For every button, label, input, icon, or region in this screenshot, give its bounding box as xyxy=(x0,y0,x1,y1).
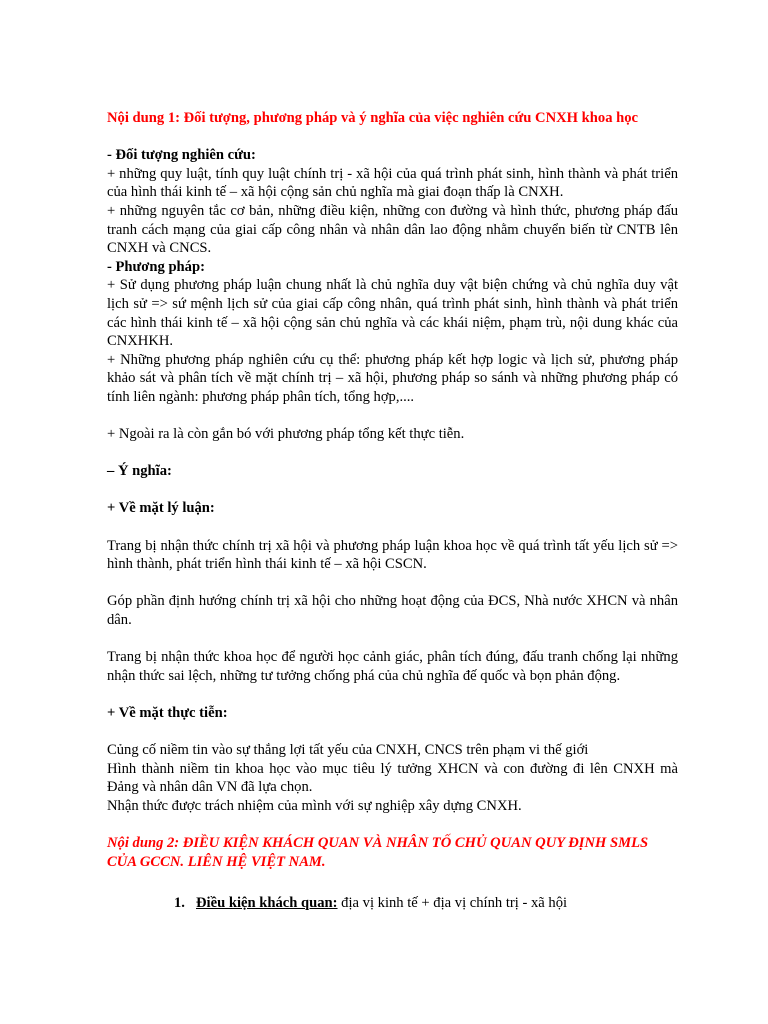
numbered-list-item-1 xyxy=(107,894,678,913)
theory-paragraph-2: Góp phần định hướng chính trị xã hội cho những hoạt động của ĐCS, Nhà nước XHCN và nhân dân. xyxy=(107,593,678,629)
practice-heading: + Về mặt thực tiễn: xyxy=(107,705,228,721)
section-heading-1: Nội dung 1: Đối tượng, phương pháp và ý nghĩa của việc nghiên cứu CNXH khoa học xyxy=(107,110,639,126)
method-paragraph-3: + Ngoài ra là còn gắn bó với phương pháp tổng kết thực tiễn. xyxy=(107,426,465,443)
practice-line-1: Củng cố niềm tin vào sự thắng lợi tất yếu của CNXH, CNCS trên phạm vi thế giới xyxy=(107,742,589,759)
method-paragraph-2: + Những phương pháp nghiên cứu cụ thể: phương pháp kết hợp logic và lịch sử, phương pháp khảo sát và phân tích về mặt chính trị – xã hội, phương pháp so sánh và những phương pháp có tính liên ngành: phương pháp phân tích, tổng hợp,.... xyxy=(107,351,678,405)
list-item-label: Điều kiện khách quan: xyxy=(196,894,338,911)
method-heading: - Phương pháp: xyxy=(107,258,205,275)
list-number: 1. xyxy=(174,894,185,911)
theory-paragraph-1: Trang bị nhận thức chính trị xã hội và phương pháp luận khoa học về quá trình tất yếu lịch sử => hình thành, phát triển hình thái kinh tế – xã hội CSCN. xyxy=(107,537,678,573)
subject-heading: - Đối tượng nghiên cứu: xyxy=(107,147,256,164)
meaning-heading: – Ý nghĩa: xyxy=(107,463,172,480)
practice-line-3: Nhận thức được trách nhiệm của mình với sự nghiệp xây dựng CNXH. xyxy=(107,797,522,814)
theory-paragraph-3: Trang bị nhận thức khoa học để người học cảnh giác, phân tích đúng, đấu tranh chống lại những nhận thức sai lệch, những tư tưởng chống phá của chủ nghĩa đế quốc và bọn phản động. xyxy=(107,649,678,684)
subject-paragraph-1: + những quy luật, tính quy luật chính trị - xã hội của quá trình phát sinh, hình thành và phát triển của hình thái kinh tế – xã hội cộng sản chủ nghĩa mà giai đoạn thấp là CNXH. xyxy=(107,165,678,201)
section-heading-2: Nội dung 2: ĐIỀU KIỆN KHÁCH QUAN VÀ NHÂN TỐ CHỦ QUAN QUY ĐỊNH SMLS CỦA GCCN. LIÊN HỆ VIỆT NAM. xyxy=(107,835,649,870)
practice-line-2: Hình thành niềm tin khoa học vào mục tiêu lý tưởng XHCN và con đường đi lên CNXH mà Đảng và nhân dân VN đã lựa chọn. xyxy=(107,760,678,796)
subject-paragraph-2: + những nguyên tắc cơ bản, những điều kiện, những con đường và hình thức, phương pháp đấu tranh cách mạng của giai cấp công nhân và nhân dân lao động nhằm chuyển biến từ CNTB lên CNXH và CNCS. xyxy=(107,202,678,257)
theory-heading: + Về mặt lý luận: xyxy=(107,500,215,517)
method-paragraph-1: + Sử dụng phương pháp luận chung nhất là chủ nghĩa duy vật biện chứng và chủ nghĩa duy vật lịch sử => sứ mệnh lịch sử của giai cấp công nhân, quá trình phát sinh, hình thành và phát triển các hình thái kinh tế – xã hội cộng sản chủ nghĩa và các khái niệm, phạm trù, nội dung khác của CNXHKH. xyxy=(107,277,678,350)
document-body xyxy=(107,109,678,913)
list-item-text: địa vị kinh tế + địa vị chính trị - xã hội xyxy=(337,894,568,911)
